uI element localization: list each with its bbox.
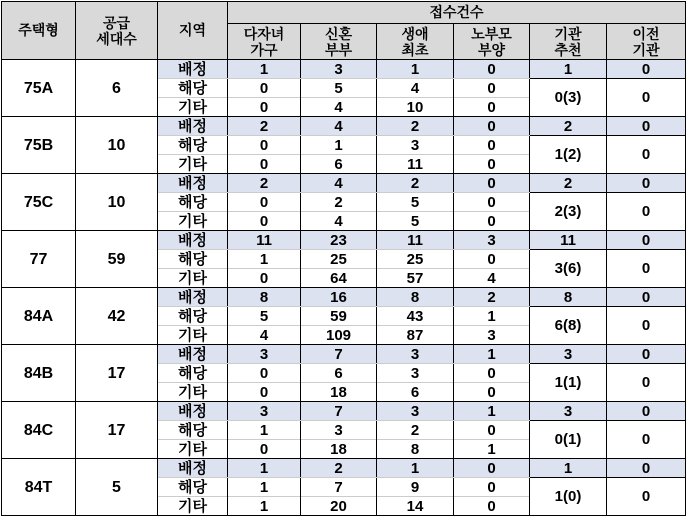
count-cell: 1 bbox=[228, 421, 301, 440]
count-cell: 8 bbox=[377, 440, 454, 459]
agency-applied-cell: 1(2) bbox=[530, 136, 607, 174]
count-cell: 0 bbox=[228, 98, 301, 117]
supply-units-cell: 59 bbox=[76, 231, 158, 288]
agency-applied-cell: 0(1) bbox=[530, 421, 607, 459]
relocation-assigned-cell: 0 bbox=[607, 60, 686, 79]
count-cell: 14 bbox=[377, 497, 454, 516]
count-cell: 0 bbox=[228, 440, 301, 459]
count-cell: 43 bbox=[377, 307, 454, 326]
count-cell: 5 bbox=[377, 212, 454, 231]
header-relocated-agency bbox=[607, 24, 686, 60]
count-cell: 0 bbox=[454, 136, 530, 155]
count-cell: 87 bbox=[377, 326, 454, 345]
count-cell: 2 bbox=[301, 459, 377, 478]
region-cell: 배정 bbox=[158, 459, 228, 478]
count-cell: 0 bbox=[454, 155, 530, 174]
relocation-assigned-cell: 0 bbox=[607, 402, 686, 421]
count-cell: 8 bbox=[377, 288, 454, 307]
region-cell: 기타 bbox=[158, 212, 228, 231]
region-cell: 해당 bbox=[158, 193, 228, 212]
count-cell: 4 bbox=[301, 174, 377, 193]
count-cell: 0 bbox=[228, 136, 301, 155]
count-cell: 2 bbox=[228, 174, 301, 193]
region-cell: 배정 bbox=[158, 288, 228, 307]
relocation-assigned-cell: 0 bbox=[607, 288, 686, 307]
count-cell: 20 bbox=[301, 497, 377, 516]
agency-assigned-cell: 2 bbox=[530, 174, 607, 193]
table-row bbox=[2, 345, 686, 364]
header-supply-units bbox=[76, 2, 158, 60]
count-cell: 4 bbox=[301, 212, 377, 231]
region-cell: 해당 bbox=[158, 364, 228, 383]
header-housing-type: 주택형 bbox=[2, 2, 76, 60]
header-elderly-parent-line2: 부양 bbox=[477, 41, 506, 58]
relocation-applied-cell: 0 bbox=[607, 193, 686, 231]
count-cell: 3 bbox=[377, 402, 454, 421]
table-row bbox=[2, 231, 686, 250]
count-cell: 3 bbox=[228, 345, 301, 364]
count-cell: 10 bbox=[377, 98, 454, 117]
count-cell: 0 bbox=[454, 174, 530, 193]
count-cell: 18 bbox=[301, 440, 377, 459]
count-cell: 1 bbox=[301, 136, 377, 155]
relocation-assigned-cell: 0 bbox=[607, 174, 686, 193]
agency-applied-cell: 2(3) bbox=[530, 193, 607, 231]
header-newlywed-line1: 신혼 bbox=[324, 25, 353, 42]
agency-assigned-cell: 1 bbox=[530, 60, 607, 79]
count-cell: 0 bbox=[228, 383, 301, 402]
header-agency-recommend-line1: 기관 bbox=[554, 25, 582, 42]
region-cell: 기타 bbox=[158, 440, 228, 459]
count-cell: 7 bbox=[301, 402, 377, 421]
count-cell: 8 bbox=[228, 288, 301, 307]
region-cell: 기타 bbox=[158, 497, 228, 516]
count-cell: 0 bbox=[454, 193, 530, 212]
count-cell: 64 bbox=[301, 269, 377, 288]
relocation-assigned-cell: 0 bbox=[607, 231, 686, 250]
table-row bbox=[2, 117, 686, 136]
count-cell: 1 bbox=[454, 307, 530, 326]
region-cell: 배정 bbox=[158, 402, 228, 421]
header-multi-child-line2: 가구 bbox=[250, 41, 278, 58]
relocation-applied-cell: 0 bbox=[607, 364, 686, 402]
count-cell: 2 bbox=[454, 288, 530, 307]
table-row bbox=[2, 60, 686, 79]
region-cell: 배정 bbox=[158, 174, 228, 193]
region-cell: 배정 bbox=[158, 117, 228, 136]
table-body bbox=[2, 60, 686, 516]
count-cell: 0 bbox=[454, 60, 530, 79]
count-cell: 3 bbox=[301, 421, 377, 440]
relocation-applied-cell: 0 bbox=[607, 79, 686, 117]
count-cell: 2 bbox=[377, 117, 454, 136]
count-cell: 0 bbox=[454, 478, 530, 497]
supply-units-cell: 17 bbox=[76, 402, 158, 459]
count-cell: 2 bbox=[377, 421, 454, 440]
count-cell: 5 bbox=[377, 193, 454, 212]
count-cell: 25 bbox=[377, 250, 454, 269]
count-cell: 4 bbox=[301, 117, 377, 136]
agency-applied-cell: 1(0) bbox=[530, 478, 607, 516]
relocation-assigned-cell: 0 bbox=[607, 117, 686, 136]
count-cell: 0 bbox=[228, 212, 301, 231]
count-cell: 1 bbox=[377, 60, 454, 79]
supply-units-cell: 17 bbox=[76, 345, 158, 402]
count-cell: 1 bbox=[228, 497, 301, 516]
agency-applied-cell: 3(6) bbox=[530, 250, 607, 288]
count-cell: 1 bbox=[377, 459, 454, 478]
header-agency-recommend bbox=[530, 24, 607, 60]
header-first-time-line2: 최초 bbox=[401, 41, 429, 58]
region-cell: 기타 bbox=[158, 98, 228, 117]
table-row bbox=[2, 459, 686, 478]
count-cell: 1 bbox=[454, 440, 530, 459]
count-cell: 4 bbox=[301, 98, 377, 117]
count-cell: 7 bbox=[301, 478, 377, 497]
header-first-time-line1: 생애 bbox=[401, 25, 429, 42]
header-multi-child bbox=[228, 24, 301, 60]
region-cell: 해당 bbox=[158, 478, 228, 497]
header-agency-recommend-line2: 추천 bbox=[554, 41, 582, 58]
housing-type-cell: 84T bbox=[2, 459, 76, 516]
region-cell: 해당 bbox=[158, 136, 228, 155]
count-cell: 6 bbox=[301, 364, 377, 383]
housing-type-cell: 84C bbox=[2, 402, 76, 459]
count-cell: 7 bbox=[301, 345, 377, 364]
count-cell: 0 bbox=[228, 364, 301, 383]
relocation-applied-cell: 0 bbox=[607, 421, 686, 459]
table-row bbox=[2, 174, 686, 193]
count-cell: 5 bbox=[228, 307, 301, 326]
relocation-applied-cell: 0 bbox=[607, 478, 686, 516]
header-elderly-parent-line1: 노부모 bbox=[471, 25, 512, 42]
header-supply-units-line2: 세대수 bbox=[96, 30, 137, 47]
table-row bbox=[2, 288, 686, 307]
count-cell: 0 bbox=[454, 98, 530, 117]
region-cell: 배정 bbox=[158, 345, 228, 364]
count-cell: 3 bbox=[377, 345, 454, 364]
relocation-applied-cell: 0 bbox=[607, 250, 686, 288]
agency-assigned-cell: 11 bbox=[530, 231, 607, 250]
count-cell: 0 bbox=[228, 79, 301, 98]
count-cell: 0 bbox=[454, 497, 530, 516]
supply-units-cell: 10 bbox=[76, 174, 158, 231]
header-relocated-agency-line1: 이전 bbox=[632, 25, 660, 42]
count-cell: 1 bbox=[454, 402, 530, 421]
housing-type-cell: 77 bbox=[2, 231, 76, 288]
count-cell: 0 bbox=[228, 155, 301, 174]
header-multi-child-line1: 다자녀 bbox=[243, 25, 285, 42]
agency-assigned-cell: 3 bbox=[530, 345, 607, 364]
agency-assigned-cell: 8 bbox=[530, 288, 607, 307]
agency-assigned-cell: 1 bbox=[530, 459, 607, 478]
agency-applied-cell: 0(3) bbox=[530, 79, 607, 117]
region-cell: 해당 bbox=[158, 250, 228, 269]
region-cell: 기타 bbox=[158, 155, 228, 174]
agency-assigned-cell: 3 bbox=[530, 402, 607, 421]
count-cell: 4 bbox=[454, 269, 530, 288]
count-cell: 9 bbox=[377, 478, 454, 497]
count-cell: 0 bbox=[228, 193, 301, 212]
header-supply-units-line1: 공급 bbox=[102, 14, 131, 31]
header-newlywed-line2: 부부 bbox=[324, 41, 353, 58]
application-count-table bbox=[1, 1, 686, 516]
count-cell: 57 bbox=[377, 269, 454, 288]
relocation-applied-cell: 0 bbox=[607, 307, 686, 345]
relocation-applied-cell: 0 bbox=[607, 136, 686, 174]
housing-type-cell: 84B bbox=[2, 345, 76, 402]
count-cell: 4 bbox=[228, 326, 301, 345]
count-cell: 0 bbox=[454, 79, 530, 98]
header-applications: 접수건수 bbox=[228, 2, 686, 24]
count-cell: 0 bbox=[454, 459, 530, 478]
supply-units-cell: 42 bbox=[76, 288, 158, 345]
count-cell: 11 bbox=[377, 155, 454, 174]
supply-units-cell: 5 bbox=[76, 459, 158, 516]
count-cell: 23 bbox=[301, 231, 377, 250]
count-cell: 3 bbox=[301, 60, 377, 79]
count-cell: 1 bbox=[228, 60, 301, 79]
supply-units-cell: 6 bbox=[76, 60, 158, 117]
count-cell: 3 bbox=[377, 136, 454, 155]
table-row bbox=[2, 402, 686, 421]
count-cell: 3 bbox=[228, 402, 301, 421]
header-region: 지역 bbox=[158, 2, 228, 60]
count-cell: 0 bbox=[228, 269, 301, 288]
count-cell: 6 bbox=[301, 155, 377, 174]
housing-type-cell: 84A bbox=[2, 288, 76, 345]
count-cell: 1 bbox=[454, 345, 530, 364]
region-cell: 배정 bbox=[158, 231, 228, 250]
supply-units-cell: 10 bbox=[76, 117, 158, 174]
count-cell: 2 bbox=[377, 174, 454, 193]
count-cell: 6 bbox=[377, 383, 454, 402]
count-cell: 2 bbox=[228, 117, 301, 136]
agency-applied-cell: 6(8) bbox=[530, 307, 607, 345]
count-cell: 1 bbox=[228, 250, 301, 269]
count-cell: 11 bbox=[228, 231, 301, 250]
relocation-assigned-cell: 0 bbox=[607, 345, 686, 364]
count-cell: 2 bbox=[301, 193, 377, 212]
housing-type-cell: 75C bbox=[2, 174, 76, 231]
count-cell: 0 bbox=[454, 364, 530, 383]
count-cell: 0 bbox=[454, 212, 530, 231]
count-cell: 3 bbox=[454, 326, 530, 345]
region-cell: 기타 bbox=[158, 269, 228, 288]
count-cell: 1 bbox=[228, 459, 301, 478]
region-cell: 해당 bbox=[158, 421, 228, 440]
count-cell: 25 bbox=[301, 250, 377, 269]
count-cell: 4 bbox=[377, 79, 454, 98]
housing-type-cell: 75B bbox=[2, 117, 76, 174]
count-cell: 5 bbox=[301, 79, 377, 98]
housing-type-cell: 75A bbox=[2, 60, 76, 117]
count-cell: 3 bbox=[454, 231, 530, 250]
agency-applied-cell: 1(1) bbox=[530, 364, 607, 402]
header-relocated-agency-line2: 기관 bbox=[632, 41, 660, 58]
region-cell: 해당 bbox=[158, 79, 228, 98]
relocation-assigned-cell: 0 bbox=[607, 459, 686, 478]
header-first-time bbox=[377, 24, 454, 60]
region-cell: 기타 bbox=[158, 326, 228, 345]
count-cell: 1 bbox=[228, 478, 301, 497]
count-cell: 0 bbox=[454, 117, 530, 136]
region-cell: 기타 bbox=[158, 383, 228, 402]
count-cell: 0 bbox=[454, 421, 530, 440]
count-cell: 18 bbox=[301, 383, 377, 402]
count-cell: 11 bbox=[377, 231, 454, 250]
count-cell: 0 bbox=[454, 383, 530, 402]
header-elderly-parent bbox=[454, 24, 530, 60]
region-cell: 해당 bbox=[158, 307, 228, 326]
count-cell: 3 bbox=[377, 364, 454, 383]
count-cell: 109 bbox=[301, 326, 377, 345]
agency-assigned-cell: 2 bbox=[530, 117, 607, 136]
count-cell: 59 bbox=[301, 307, 377, 326]
count-cell: 16 bbox=[301, 288, 377, 307]
region-cell: 배정 bbox=[158, 60, 228, 79]
count-cell: 0 bbox=[454, 250, 530, 269]
header-newlywed bbox=[301, 24, 377, 60]
